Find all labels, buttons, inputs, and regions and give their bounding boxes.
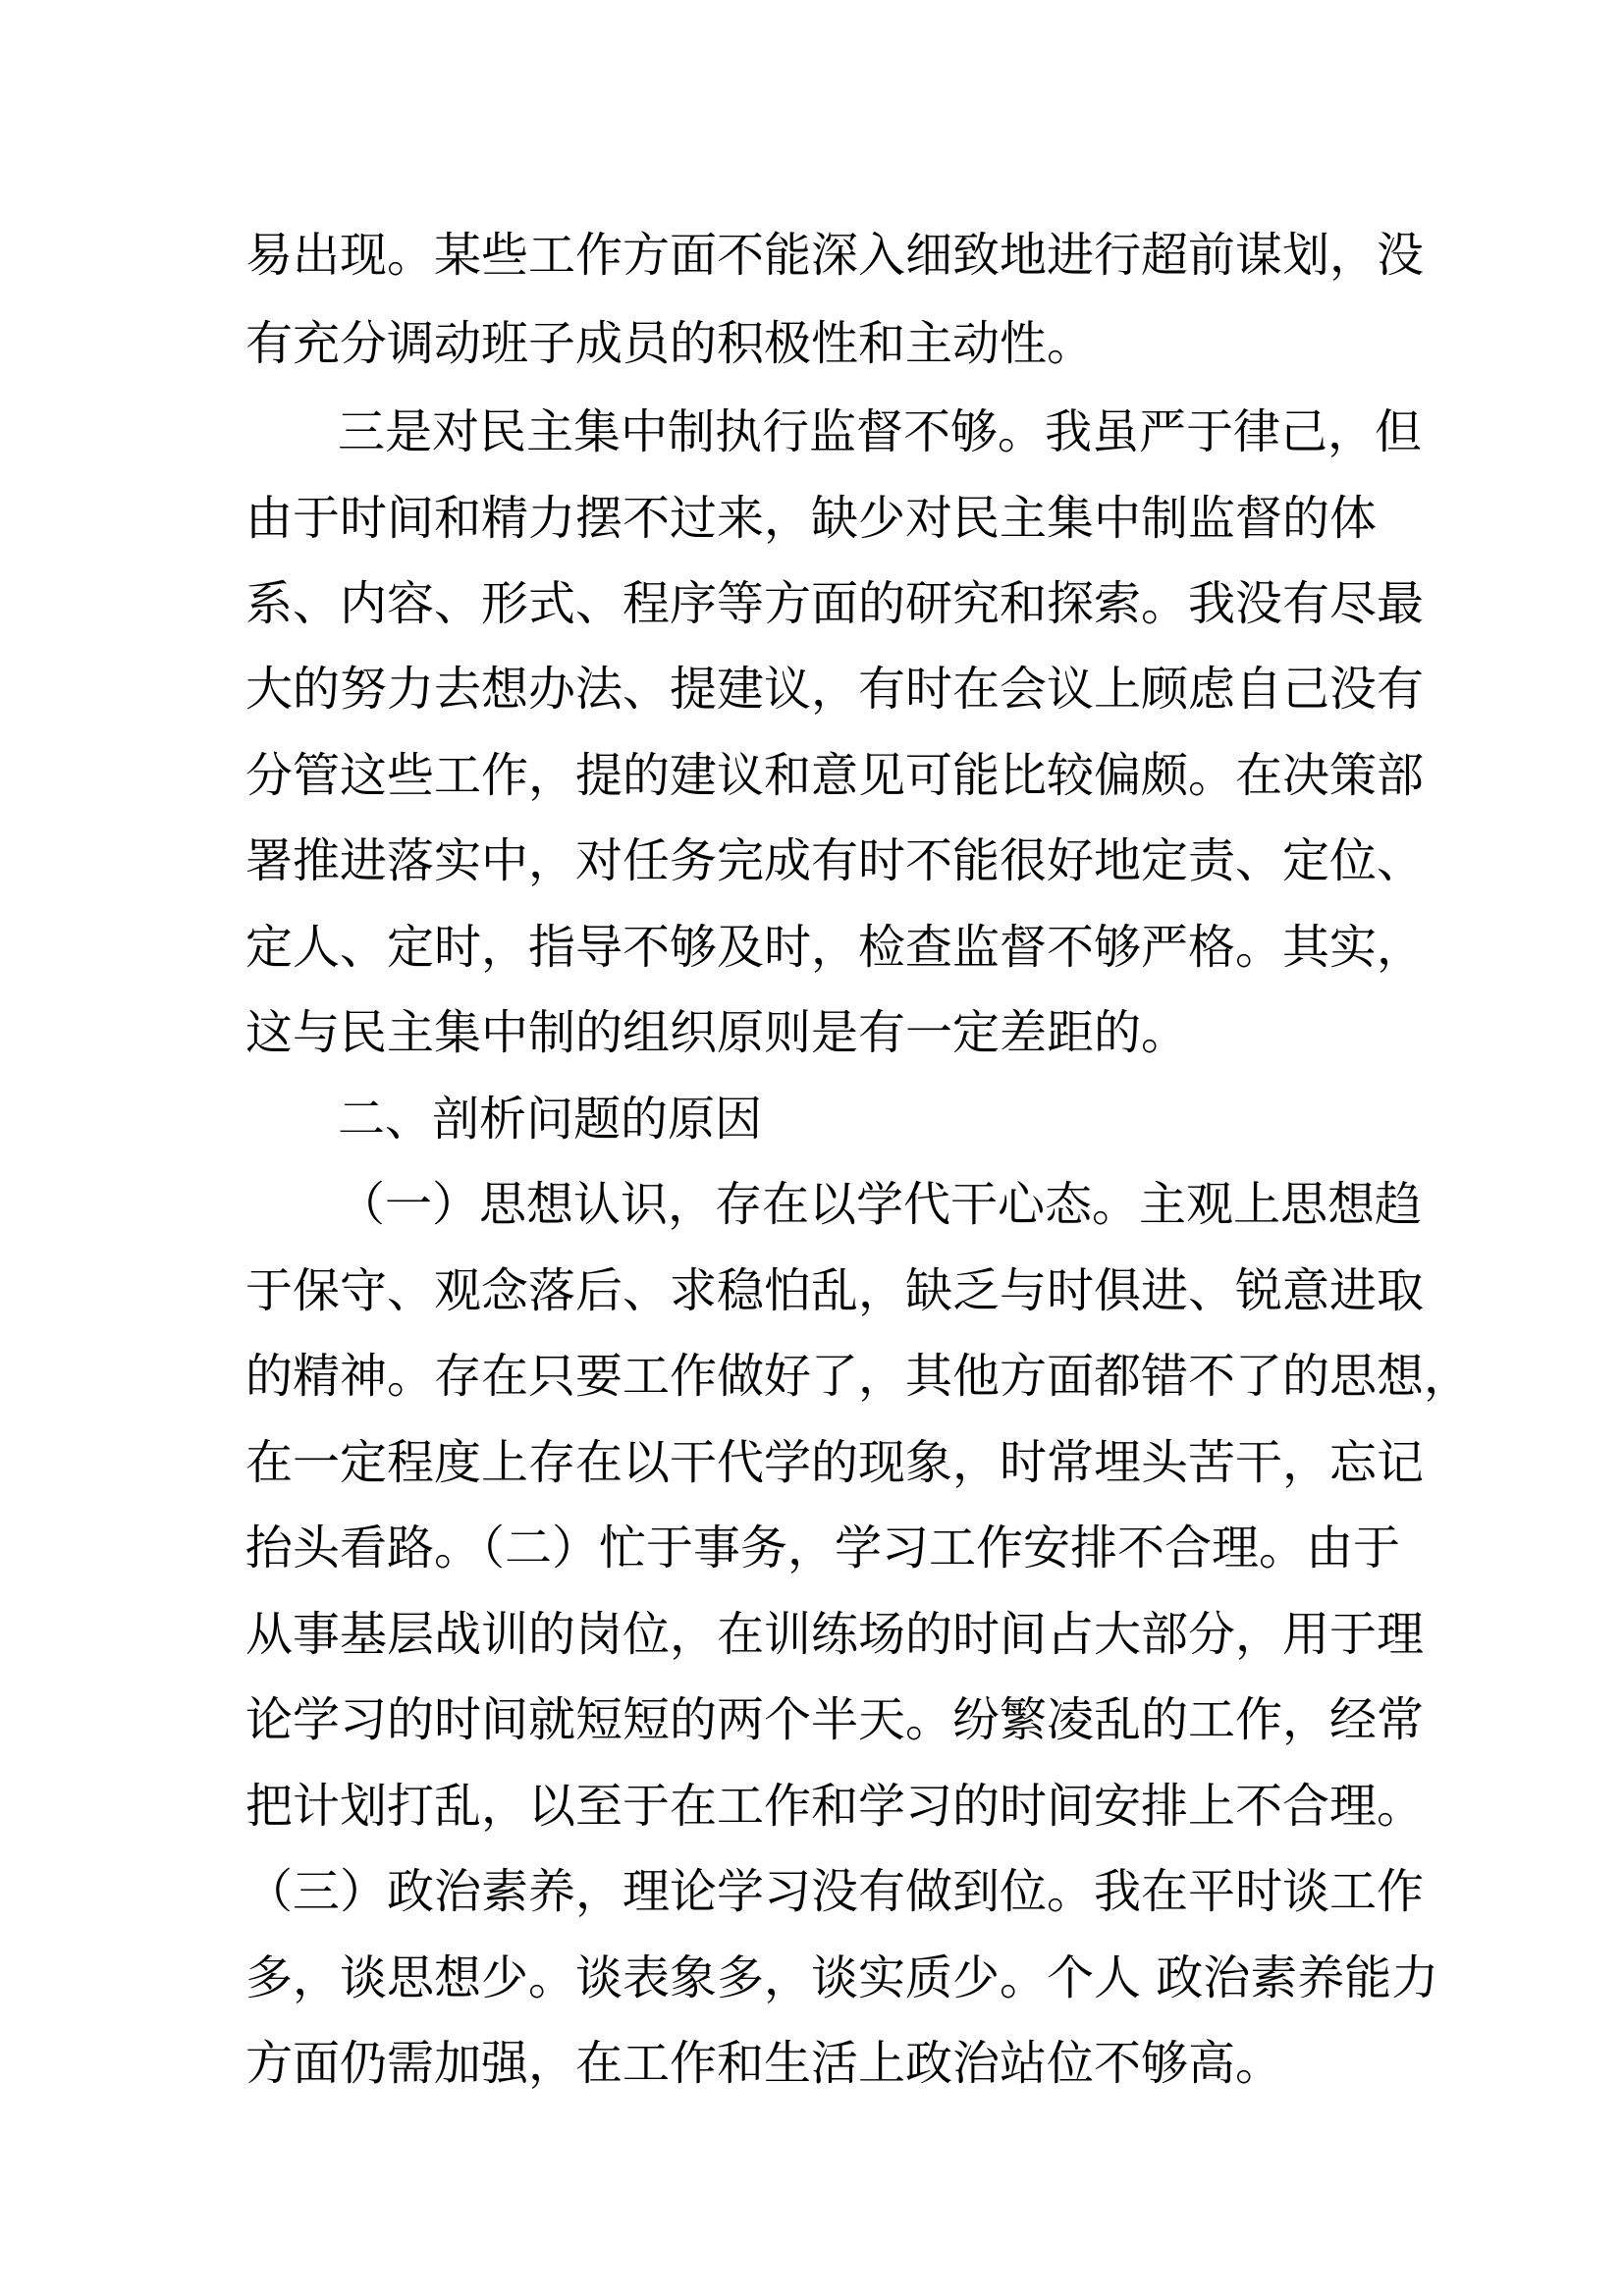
- section-heading: 二、剖析问题的原因: [338, 1092, 763, 1147]
- text-line: 方面仍需加强，在工作和生活上政治站位不够高。: [245, 2036, 1283, 2091]
- text-line: 多，谈思想少。谈表象多，谈实质少。个人 政治素养能力: [245, 1950, 1439, 2005]
- text-line: 从事基层战训的岗位，在训练场的时间占大部分，用于理: [245, 1607, 1425, 1662]
- text-line: （三）政治素养，理论学习没有做到位。我在平时谈工作: [245, 1864, 1425, 1919]
- text-line: 署推进落实中，对任务完成有时不能很好地定责、定位、: [245, 833, 1425, 888]
- text-line: 的精神。存在只要工作做好了，其他方面都错不了的思想，: [245, 1349, 1472, 1404]
- text-line: 由于时间和精力摆不过来，缺少对民主集中制监督的体: [245, 491, 1378, 546]
- text-line: 抬头看路。（二）忙于事务，学习工作安排不合理。由于: [245, 1521, 1401, 1575]
- text-line: 把计划打乱，以至于在工作和学习的时间安排上不合理。: [245, 1779, 1425, 1834]
- text-line: 易出现。某些工作方面不能深入细致地进行超前谋划，没: [245, 228, 1425, 283]
- text-line: 论学习的时间就短短的两个半天。纷繁凌乱的工作，经常: [245, 1692, 1425, 1747]
- text-line: 于保守、观念落后、求稳怕乱，缺乏与时俱进、锐意进取: [245, 1263, 1425, 1318]
- text-line: 大的努力去想办法、提建议，有时在会议上顾虑自己没有: [245, 662, 1425, 717]
- text-line: 定人、定时，指导不够及时，检查监督不够严格。其实，: [245, 920, 1425, 975]
- text-line: 这与民主集中制的组织原则是有一定差距的。: [245, 1005, 1189, 1060]
- text-line: 在一定程度上存在以干代学的现象，时常埋头苦干，忘记: [245, 1435, 1425, 1490]
- text-line: 有充分调动班子成员的积极性和主动性。: [245, 316, 1095, 371]
- text-line: 分管这些工作，提的建议和意见可能比较偏颇。在决策部: [245, 748, 1425, 803]
- text-line: （一）思想认识，存在以学代干心态。主观上思想趋: [338, 1177, 1423, 1232]
- text-line: 三是对民主集中制执行监督不够。我虽严于律己，但: [338, 404, 1423, 459]
- text-line: 系、内容、形式、程序等方面的研究和探索。我没有尽最: [245, 576, 1425, 631]
